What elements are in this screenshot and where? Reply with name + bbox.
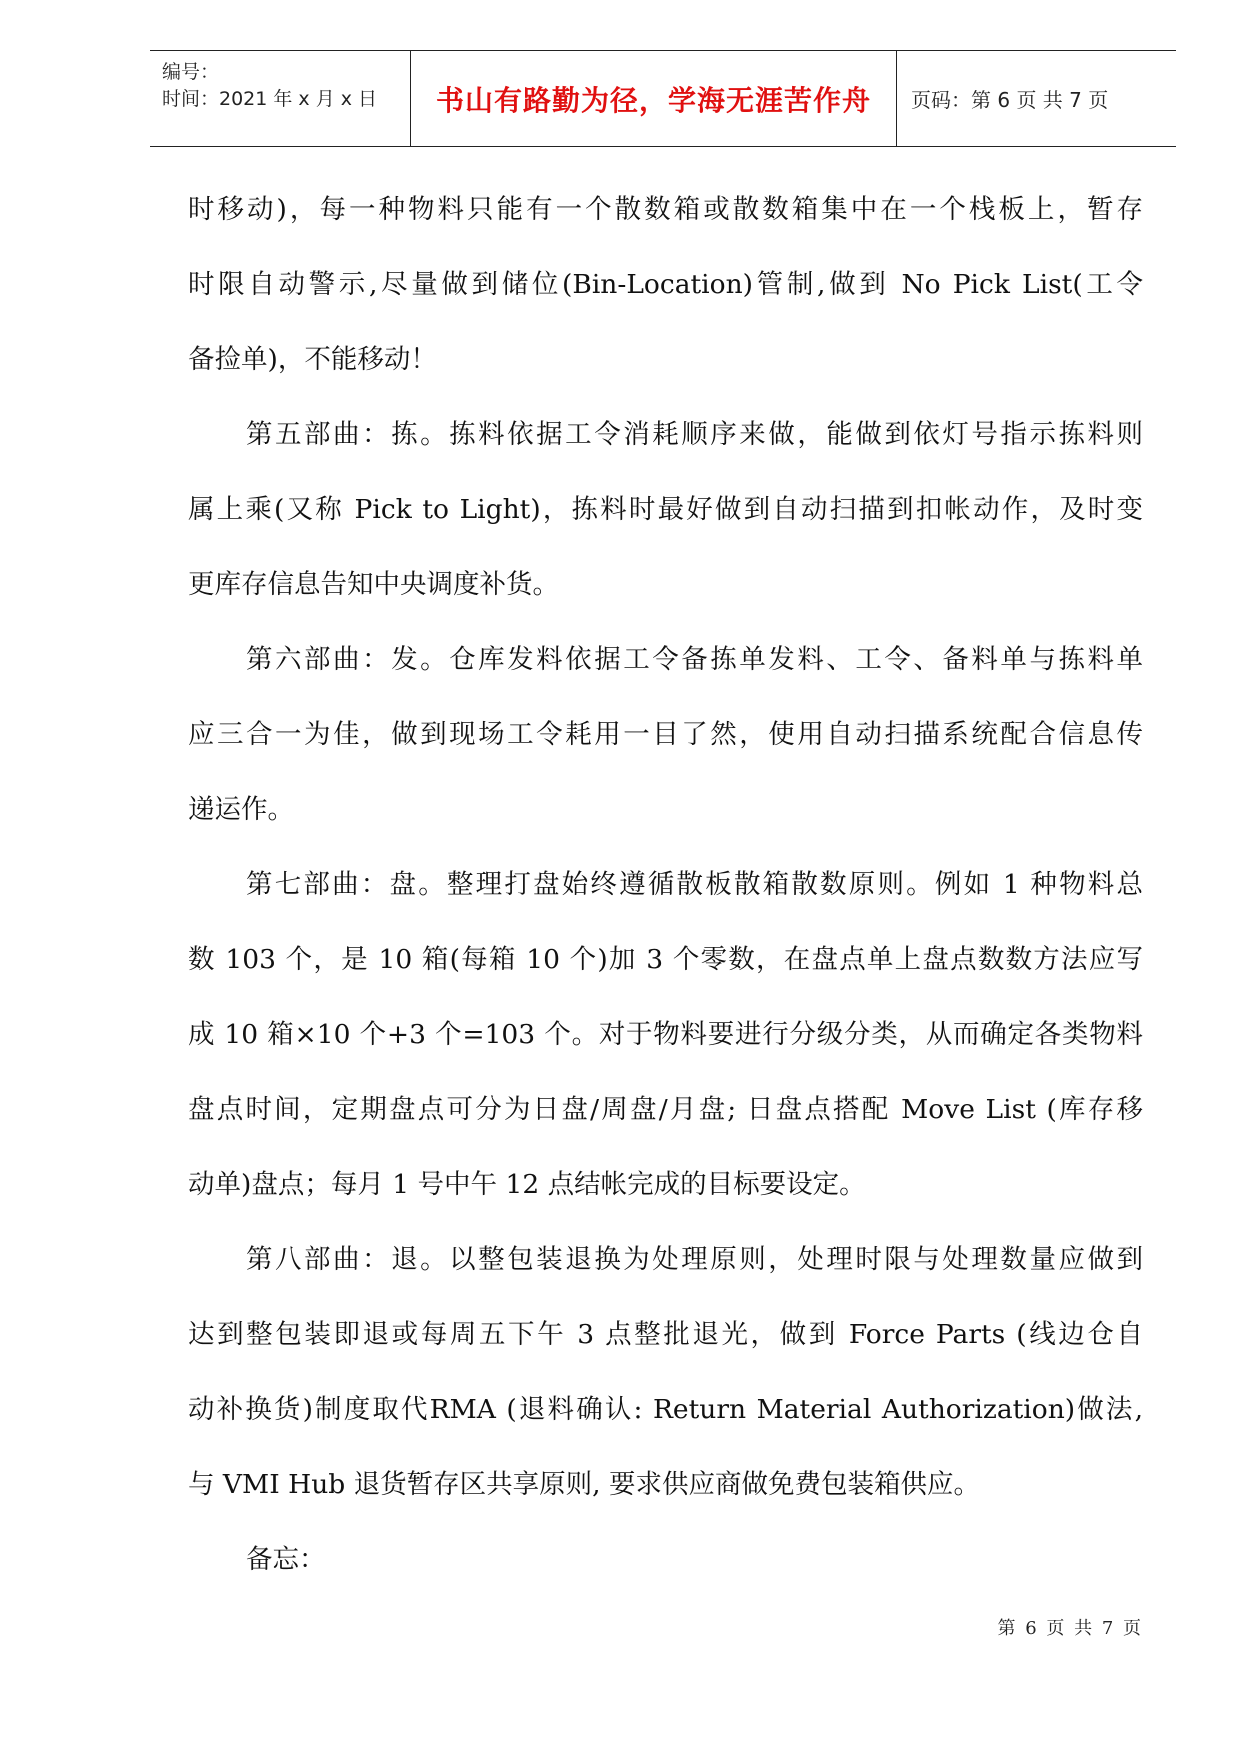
date-label: 时间：2021 年 x 月 x 日 — [162, 88, 378, 110]
body-line: 更库存信息告知中央调度补货。 — [188, 569, 559, 600]
body-line: 与 VMI Hub 退货暂存区共享原则, 要求供应商做免费包装箱供应。 — [188, 1469, 980, 1500]
body-line: 递运作。 — [188, 794, 294, 825]
header-motto-cell — [410, 51, 897, 146]
body-line: 时移动)，每一种物料只能有一个散数箱或散数箱集中在一个栈板上，暂存 — [188, 194, 1143, 225]
body-line: 时限自动警示,尽量做到储位(Bin-Location)管制,做到 No Pick List(工令 — [188, 269, 1143, 300]
page-code: 页码：第 6 页 共 7 页 — [911, 88, 1109, 112]
page-header — [150, 50, 1176, 147]
body-line: 成 10 箱×10 个+3 个=103 个。对于物料要进行分级分类，从而确定各类物料 — [188, 1019, 1143, 1050]
paragraph-start: 第七部曲：盘。整理打盘始终遵循散板散箱散数原则。例如 1 种物料总 — [246, 869, 1143, 900]
body-line: 达到整包装即退或每周五下午 3 点整批退光，做到 Force Parts (线边仓自 — [188, 1319, 1143, 1350]
document-body — [188, 172, 1143, 1597]
memo-label: 备忘： — [246, 1544, 326, 1575]
paragraph-start: 第八部曲：退。以整包装退换为处理原则，处理时限与处理数量应做到 — [246, 1244, 1143, 1275]
body-line: 数 103 个，是 10 箱(每箱 10 个)加 3 个零数，在盘点单上盘点数数方法应写 — [188, 944, 1143, 975]
header-left-cell — [150, 51, 410, 146]
body-line: 属上乘(又称 Pick to Light)，拣料时最好做到自动扫描到扣帐动作，及时变 — [188, 494, 1143, 525]
body-line: 备捡单)，不能移动！ — [188, 344, 437, 375]
body-line: 应三合一为佳，做到现场工令耗用一目了然，使用自动扫描系统配合信息传 — [188, 719, 1143, 750]
serial-number-label: 编号： — [162, 61, 220, 83]
page-footer: 第 6 页 共 7 页 — [997, 1618, 1143, 1639]
paragraph-start: 第五部曲：拣。拣料依据工令消耗顺序来做，能做到依灯号指示拣料则 — [246, 419, 1143, 450]
body-line: 盘点时间，定期盘点可分为日盘/周盘/月盘; 日盘点搭配 Move List (库存移 — [188, 1094, 1143, 1125]
body-line: 动补换货)制度取代RMA (退料确认: Return Material Authorization)做法, — [188, 1394, 1143, 1425]
paragraph-start: 第六部曲：发。仓库发料依据工令备拣单发料、工令、备料单与拣料单 — [246, 644, 1143, 675]
header-right-cell — [897, 51, 1176, 146]
body-line: 动单)盘点；每月 1 号中午 12 点结帐完成的目标要设定。 — [188, 1169, 866, 1200]
motto-text: 书山有路勤为径，学海无涯苦作舟 — [435, 83, 871, 117]
